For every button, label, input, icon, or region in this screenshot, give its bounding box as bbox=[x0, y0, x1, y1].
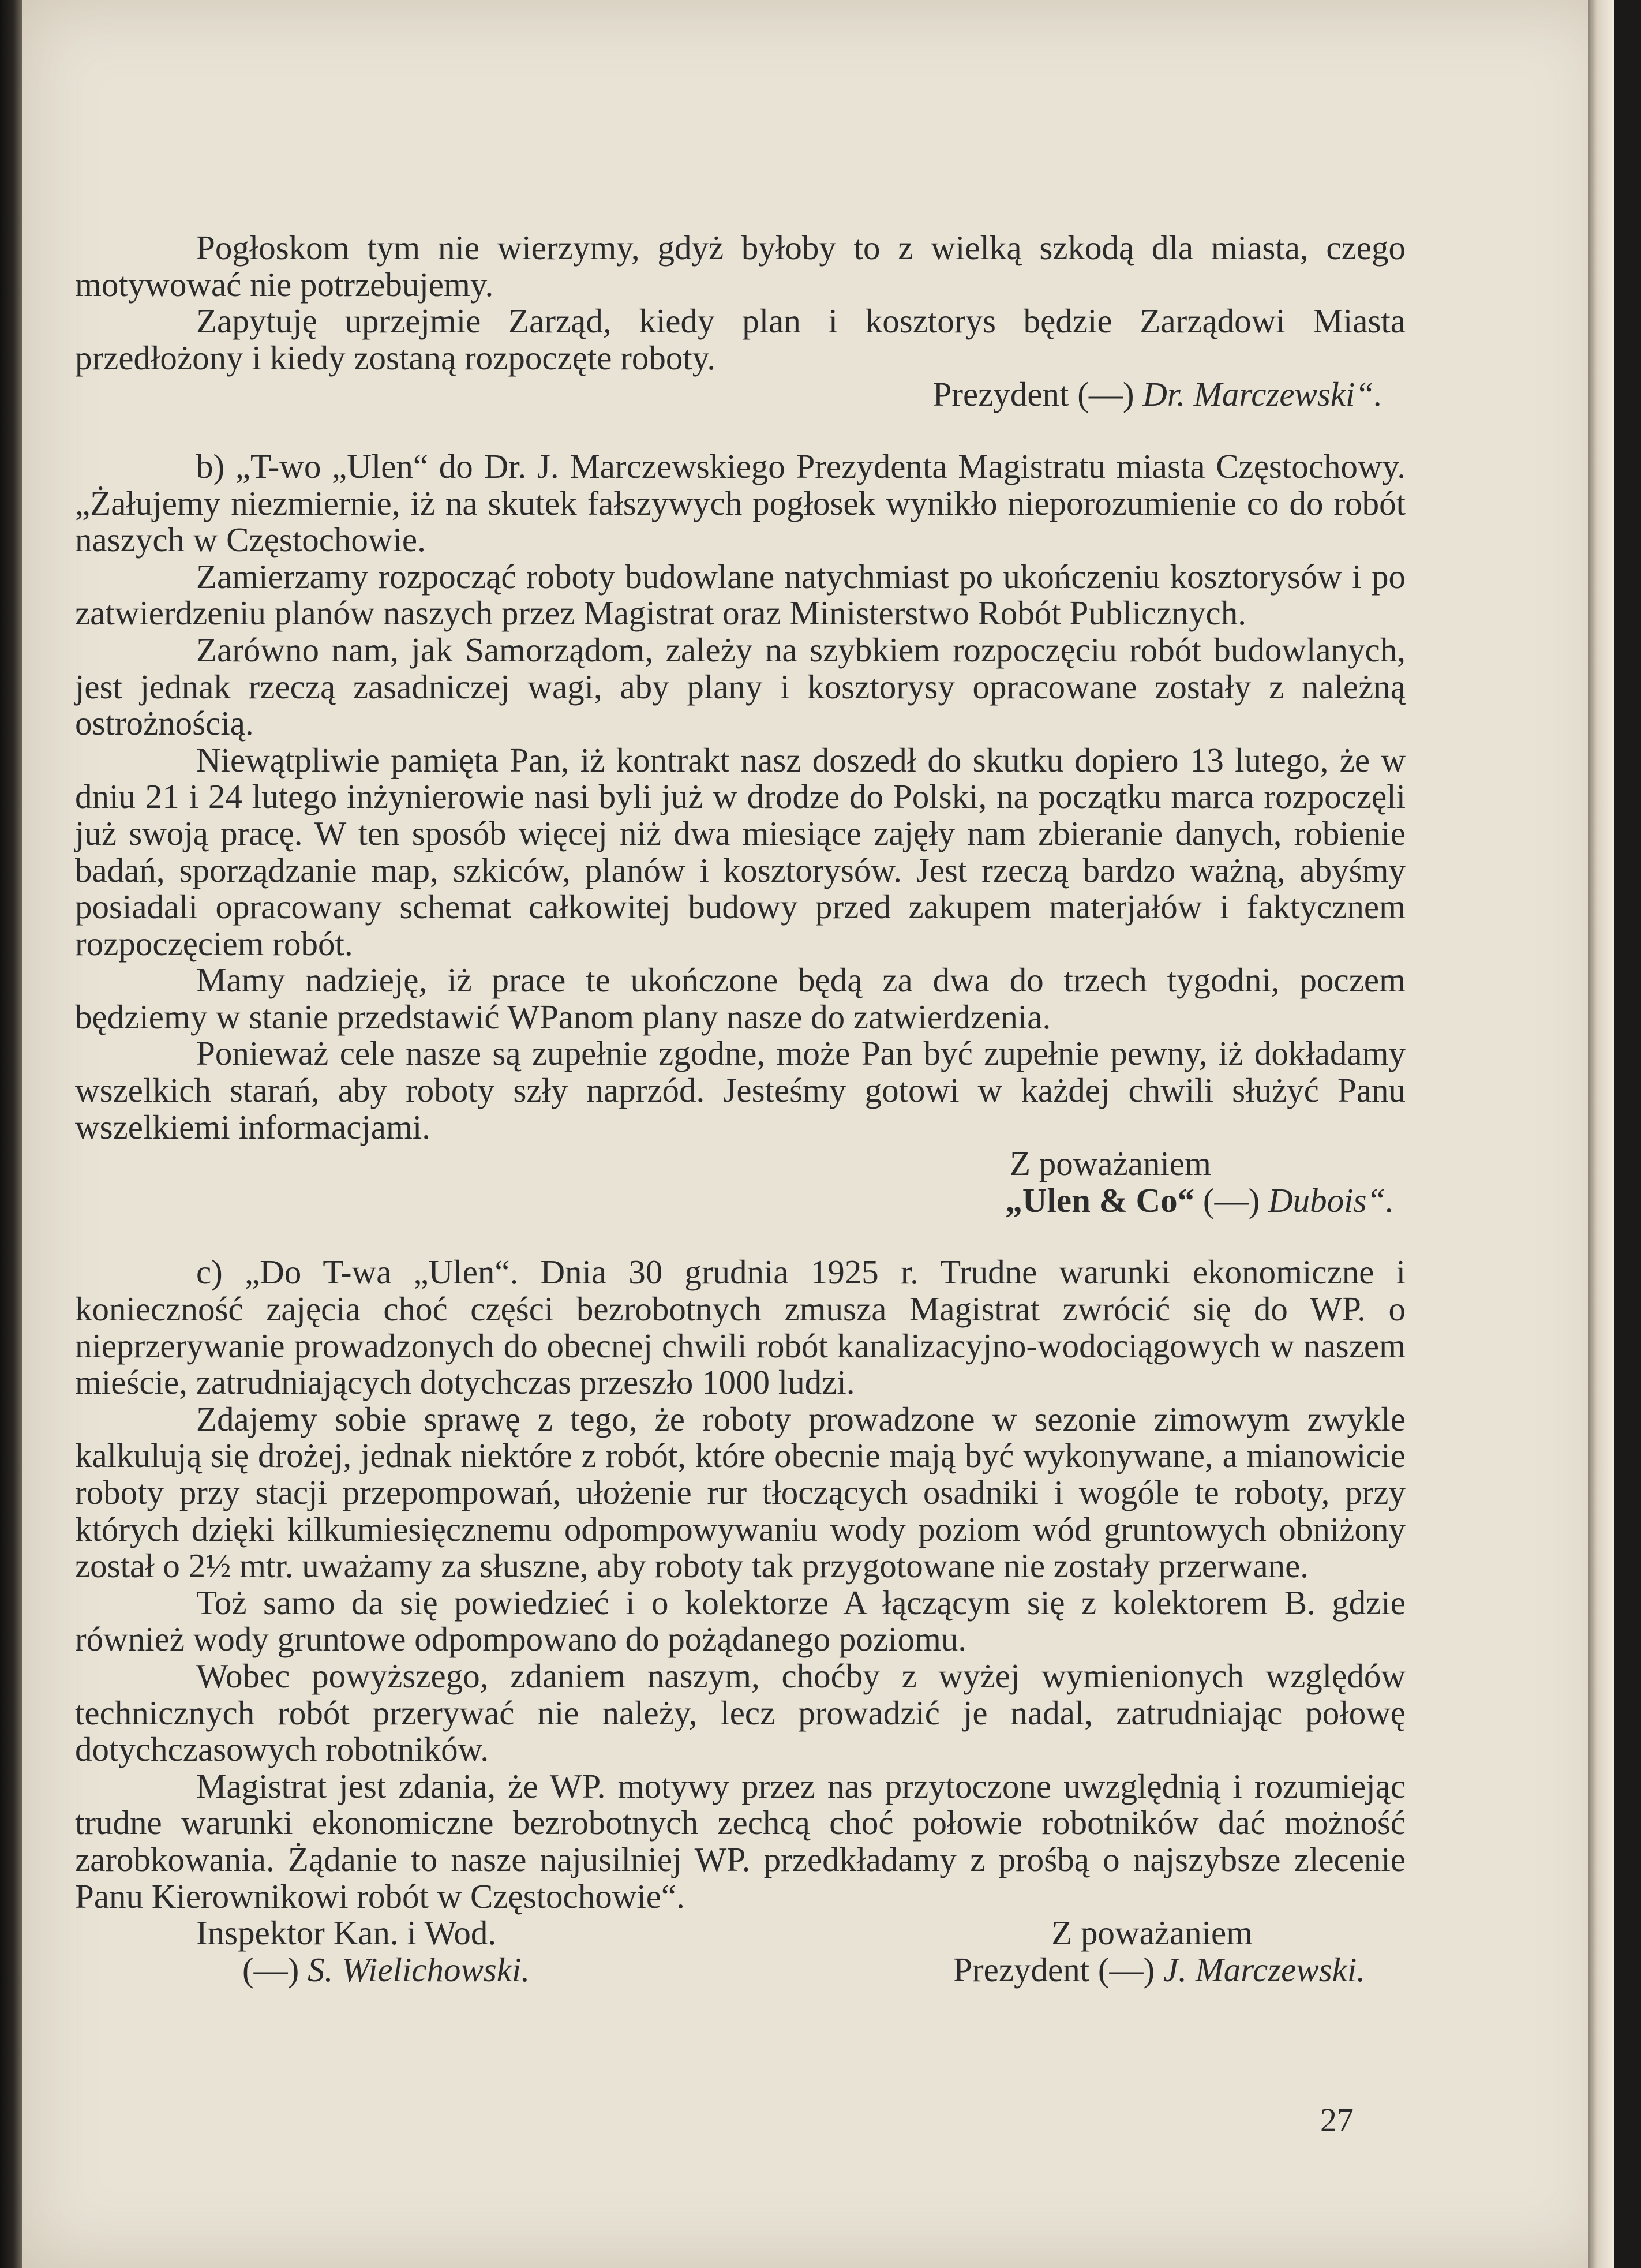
document-page bbox=[22, 0, 1614, 2268]
closing-line: Z poważaniem bbox=[1010, 1144, 1211, 1183]
paragraph: Niewątpliwie pamięta Pan, iż kontrakt nasz doszedł do skutku dopiero 13 lutego, że w dniu 21 i 24 lutego inżynierowie nasi byli już w drodze do Polski, na początku marca rozpoczęli już swoją pracę. W ten sposób więcej niż dwa miesiące zajęły nam zbieranie danych, robienie badań, sporządzanie map, szkiców, planów i kosztorysów. Jest rzeczą bardzo ważną, abyśmy posiadali opracowany schemat całkowitej budowy przed zakupem materjałów i faktycznem rozpoczęciem robót. bbox=[75, 740, 1406, 963]
paragraph: Pogłoskom tym nie wierzymy, gdyż byłoby to z wielką szkodą dla miasta, czego motywować nie potrzebujemy. bbox=[75, 229, 1406, 304]
paragraph: Magistrat jest zdania, że WP. motywy przez nas przytoczone uwzględnią i rozumiejąc trudne warunki ekonomiczne bezrobotnych zechcą choć połowie robotników dać możność zarobkowania. Żądanie to nasze najusilniej WP. przedkładamy z prośbą o najszybsze zlecenie Panu Kierownikowi robót w Częstochowie“. bbox=[75, 1767, 1406, 1915]
president-signature bbox=[953, 1952, 1365, 1989]
paragraph: Zdajemy sobie sprawę z tego, że roboty prowadzone w sezonie zimowym zwykle kalkulują się drożej, jednak niektóre z robót, które obecnie mają być wykonywane, a mianowicie roboty przy stacji przepompowań, ułożenie rur tłoczących osadniki i wogóle te roboty, przy których dzięki kilkumiesięcznemu odpompowywaniu wody poziom wód gruntowych obniżony został o 2½ mtr. uważamy za słuszne, aby roboty tak przygotowane nie zostały przerwane. bbox=[75, 1399, 1406, 1585]
signature-prefix: Prezydent (—) bbox=[953, 1950, 1155, 1989]
inspector-title: Inspektor Kan. i Wod. bbox=[196, 1914, 497, 1952]
inspector-name: S. Wielichowski. bbox=[308, 1950, 530, 1989]
paragraph: Wobec powyższego, zdaniem naszym, choćby z wyżej wymienionych względów technicznych robót przerywać nie należy, lecz prowadzić je nadal, zatrudniając połowę dotychczasowych robotników. bbox=[75, 1656, 1406, 1769]
signature-ulen bbox=[75, 1182, 1406, 1219]
paragraph: Zamierzamy rozpocząć roboty budowlane natychmiast po ukończeniu kosztorysów i po zatwierdzeniu planów naszych przez Magistrat oraz Ministerstwo Robót Publicznych. bbox=[75, 557, 1406, 633]
signature-dash: (—) bbox=[1202, 1181, 1260, 1219]
signature-prezydent bbox=[75, 376, 1406, 413]
paragraph: Mamy nadzieję, iż prace te ukończone będą za dwa do trzech tygodni, poczem będziemy w stanie przedstawić WPanom plany nasze do zatwierdzenia. bbox=[75, 961, 1406, 1036]
company-name: „Ulen & Co“ bbox=[1005, 1181, 1195, 1219]
paragraph: c) „Do T-wa „Ulen“. Dnia 30 grudnia 1925 r. Trudne warunki ekonomiczne i konieczność zajęcia choć części bezrobotnych zmusza Magistrat zwrócić się do WP. o nieprzerywanie prowadzonych do obecnej chwili robót kanalizacyjno-wodociągowych w naszem mieście, zatrudniających dotychczas przeszło 1000 ludzi. bbox=[75, 1253, 1406, 1402]
paragraph: Ponieważ cele nasze są zupełnie zgodne, może Pan być zupełnie pewny, iż dokładamy wszelkich starań, aby roboty szły naprzód. Jesteśmy gotowi w każdej chwili służyć Panu wszelkiemi informacjami. bbox=[75, 1034, 1406, 1146]
page-text bbox=[75, 230, 1406, 1988]
signature-name: Dr. Marczewski“. bbox=[1142, 375, 1383, 414]
paragraph: Toż samo da się powiedzieć i o kolektorze A łączącym się z kolektorem B. gdzie również wody gruntowe odpompowano do pożądanego poziomu. bbox=[75, 1583, 1406, 1659]
page-edge bbox=[1588, 0, 1614, 2268]
signature-prefix: Prezydent (—) bbox=[932, 375, 1134, 414]
section-gap bbox=[75, 1219, 1406, 1254]
signer-name: Dubois“. bbox=[1268, 1181, 1394, 1219]
paragraph: Zapytuję uprzejmie Zarząd, kiedy plan i kosztorys będzie Zarządowi Miasta przedłożony i kiedy zostaną rozpoczęte roboty. bbox=[75, 302, 1406, 377]
closing-line: Z poważaniem bbox=[1051, 1914, 1253, 1952]
paragraph: b) „T-wo „Ulen“ do Dr. J. Marczewskiego Prezydenta Magistratu miasta Częstochowy. „Żałujemy niezmiernie, iż na skutek fałszywych pogłosek wynikło nieporozumienie co do robót naszych w Częstochowie. bbox=[75, 447, 1406, 559]
signature-inspector bbox=[75, 1915, 530, 1988]
binding-edge bbox=[0, 0, 22, 2268]
signature-dash: (—) bbox=[242, 1950, 299, 1989]
president-name: J. Marczewski. bbox=[1163, 1950, 1365, 1989]
inspector-signature bbox=[196, 1952, 530, 1989]
section-gap bbox=[75, 413, 1406, 448]
paragraph: Zarówno nam, jak Samorządom, zależy na szybkiem rozpoczęciu robót budowlanych, jest jednak rzeczą zasadniczej wagi, aby plany i kosztorysy opracowane zostały z należną ostrożnością. bbox=[75, 630, 1406, 743]
final-signatures bbox=[75, 1915, 1406, 1988]
page-number: 27 bbox=[1320, 2101, 1354, 2139]
signature-president bbox=[953, 1915, 1406, 1988]
